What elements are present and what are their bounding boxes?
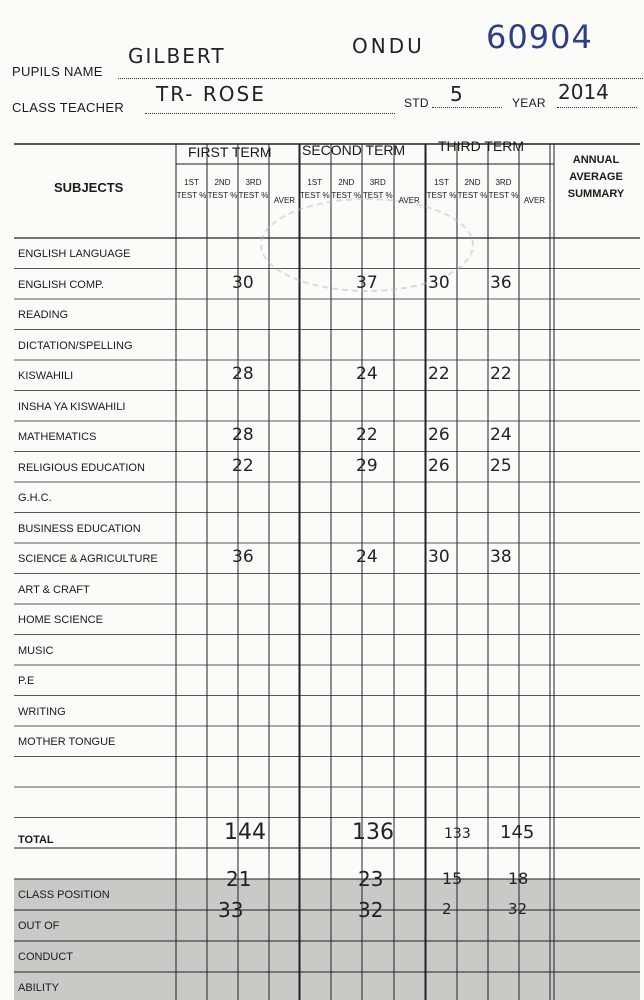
term-subheading: AVER (273, 196, 296, 205)
report-card-table (14, 138, 640, 1000)
class-teacher-line (145, 113, 395, 114)
std-value: 5 (450, 82, 463, 106)
summary-label: CONDUCT (18, 951, 73, 963)
std-label: STD (404, 96, 429, 110)
subject-label: ENGLISH LANGUAGE (18, 248, 131, 260)
pupil-name-line (118, 78, 643, 79)
first-term-mark: 30 (232, 272, 254, 293)
third-term-mark-1: 30 (428, 272, 450, 293)
term-heading-1: FIRST TERM (188, 144, 272, 160)
class-teacher-name: TR- ROSE (156, 82, 266, 106)
summary-label: ABILITY (18, 982, 59, 994)
subject-label: DICTATION/SPELLING (18, 339, 133, 352)
pupil-number: 60904 (486, 18, 593, 56)
subjects-heading: SUBJECTS (54, 180, 124, 195)
first-term-position: 21 (226, 867, 252, 891)
second-term-mark: 29 (356, 455, 378, 476)
year-line (557, 107, 637, 108)
second-term-mark: 22 (356, 425, 378, 445)
term-subheading: 2ND TEST % (207, 178, 238, 200)
third-term-mark-2: 25 (490, 455, 512, 476)
term-subheading: 2ND TEST % (331, 178, 362, 200)
first-term-mark: 28 (232, 364, 254, 384)
term-subheading: 2ND TEST % (457, 178, 488, 200)
second-term-out-of: 32 (358, 898, 384, 922)
subject-label: MOTHER TONGUE (18, 736, 116, 748)
subject-label: MATHEMATICS (18, 431, 97, 443)
third-term-mark-1: 30 (428, 547, 450, 567)
term-heading-3: THIRD TERM (438, 138, 525, 154)
third-term-mark-2: 24 (490, 425, 512, 445)
year-value: 2014 (558, 80, 609, 104)
term-subheading: AVER (398, 196, 420, 205)
subject-label: SCIENCE & AGRICULTURE (18, 553, 158, 565)
subject-label: G.H.C. (18, 492, 52, 504)
annual-average-heading: ANNUAL AVERAGE SUMMARY (567, 154, 625, 200)
summary-label: CLASS POSITION (18, 889, 110, 901)
third-term-mark-1: 26 (428, 425, 450, 445)
subject-label: RELIGIOUS EDUCATION (18, 461, 145, 474)
summary-label: OUT OF (18, 920, 60, 932)
third-term-mark-1: 22 (428, 364, 450, 384)
subject-label: ART & CRAFT (18, 583, 90, 596)
subject-label: INSHA YA KISWAHILI (18, 400, 126, 413)
pupil-first-name: GILBERT (128, 44, 226, 68)
year-label: YEAR (512, 96, 546, 110)
subject-label: KISWAHILI (18, 370, 74, 382)
class-teacher-label: CLASS TEACHER (12, 100, 125, 115)
term-heading-2: SECOND TERM (302, 142, 406, 158)
term-subheading: 3RD TEST % (488, 178, 519, 200)
subject-label: ENGLISH COMP. (18, 278, 104, 291)
third-term-total-1: 133 (444, 826, 471, 842)
term-subheading: 1ST TEST % (426, 178, 457, 200)
term-subheading: 3RD TEST % (238, 178, 269, 200)
subject-label: BUSINESS EDUCATION (18, 522, 141, 535)
third-term-mark-2: 36 (490, 272, 512, 293)
term-subheading: 1ST TEST % (299, 178, 330, 200)
second-term-mark: 24 (356, 364, 378, 384)
std-line (432, 107, 502, 108)
term-subheading: 1ST TEST % (176, 178, 207, 200)
summary-label: TOTAL (18, 834, 54, 846)
second-term-mark: 37 (356, 272, 378, 293)
subject-label: WRITING (18, 705, 66, 718)
first-term-total: 144 (224, 820, 266, 845)
first-term-mark: 36 (232, 547, 254, 567)
third-term-position-1: 15 (442, 869, 463, 888)
third-term-total-2: 145 (500, 822, 535, 843)
subject-label: READING (18, 309, 69, 321)
second-term-mark: 24 (356, 547, 378, 567)
third-term-out-of-2: 32 (508, 900, 528, 918)
first-term-mark: 22 (232, 455, 254, 476)
first-term-mark: 28 (232, 425, 254, 445)
term-subheading: AVER (523, 196, 546, 205)
third-term-mark-1: 26 (428, 455, 450, 476)
first-term-out-of: 33 (218, 898, 244, 922)
subject-label: HOME SCIENCE (18, 614, 103, 626)
pupil-name-label: PUPILS NAME (12, 64, 103, 79)
second-term-position: 23 (358, 867, 384, 891)
second-term-total: 136 (352, 820, 394, 845)
third-term-position-2: 18 (508, 869, 529, 888)
third-term-mark-2: 38 (490, 547, 512, 567)
third-term-mark-2: 22 (490, 364, 512, 384)
pupil-last-name: ONDU (352, 34, 425, 58)
third-term-out-of-1: 2 (442, 900, 452, 918)
subject-label: P.E (18, 675, 35, 687)
term-subheading: 3RD TEST % (362, 178, 393, 200)
subject-label: MUSIC (18, 644, 54, 657)
